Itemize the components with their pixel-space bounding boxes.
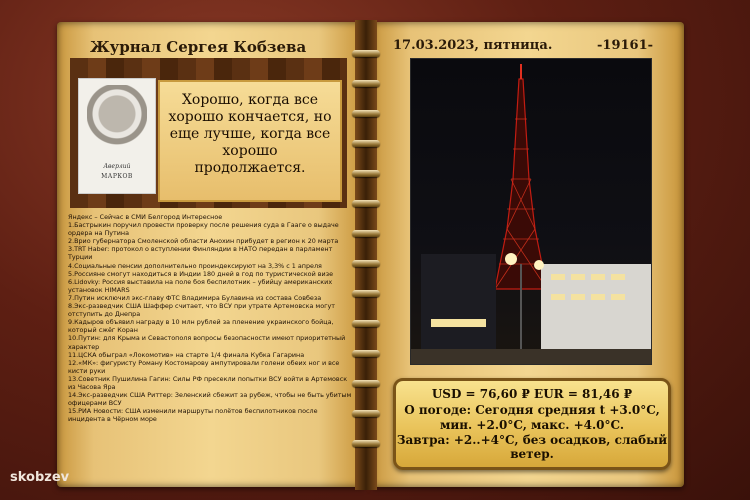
author-portrait xyxy=(78,78,156,194)
binder-ring xyxy=(352,80,380,87)
binder-ring xyxy=(352,290,380,297)
binder-ring xyxy=(352,440,380,447)
news-list xyxy=(68,213,353,423)
news-item: 13.Советник Пушилина Гагин: Силы РФ пресекли попытки ВСУ войти в Артемовск из Часова Яра xyxy=(68,374,348,391)
quote-text: Хорошо, когда все хорошо кончается, но еще лучше, когда все хорошо продолжается. xyxy=(168,92,332,176)
news-item: 9.Кадыров объявил награду в 10 млн рублей за пленение украинского бойца, который сжёг Коран xyxy=(68,318,334,335)
news-item: 3.TRT Haber: протокол о вступлении Финляндии в НАТО передан в парламент Турции xyxy=(68,245,333,262)
binder-ring xyxy=(352,410,380,417)
binder-ring xyxy=(352,110,380,117)
binder-ring xyxy=(352,170,380,177)
info-panel xyxy=(393,378,671,470)
weather-today: О погоде: Сегодня средняя t +3.0°C, xyxy=(404,403,660,417)
news-item: 6.Lidovky: Россия выставила на поле боя беспилотник – убийцу американских установок HIMARS xyxy=(68,277,333,294)
binder-ring xyxy=(352,140,380,147)
binder-ring xyxy=(352,350,380,357)
binder-ring xyxy=(352,230,380,237)
binder-ring xyxy=(352,380,380,387)
book-spine xyxy=(355,20,377,490)
weather-tomorrow: Завтра: +2..+4°C, без осадков, слабый xyxy=(396,433,668,447)
portrait-image xyxy=(87,85,147,161)
binder-ring xyxy=(352,260,380,267)
weather-minmax: мин. +2.0°C, макс. +4.0°C. xyxy=(439,418,625,432)
news-item: 10.Путин: для Крыма и Севастополя вопросы безопасности имеют приоритетный характер xyxy=(68,334,346,351)
news-item: 7.Путин исключил экс-главу ФТС Владимира Булавина из состава Совбеза xyxy=(68,293,322,302)
news-item: 11.ЦСКА обыграл «Локомотив» на старте 1/4 финала Кубка Гагарина xyxy=(68,350,305,359)
currency-rates: USD = 76,60 ₽ EUR = 81,46 ₽ xyxy=(431,387,633,401)
news-item: Яндекс – Сейчас в СМИ Белгород Интересное xyxy=(68,213,223,221)
news-item: 14.Экс-разведчик США Риттер: Зеленский сбежит за рубеж, чтобы не быть убитым офицерами ВСУ xyxy=(68,391,352,408)
watermark: skobzev xyxy=(10,470,70,485)
portrait-caption-surname: МАРКОВ xyxy=(101,173,133,180)
news-item: 4.Социальные пенсии дополнительно проиндексируют на 3,3% с 1 апреля xyxy=(68,261,322,270)
binder-ring xyxy=(352,200,380,207)
news-item: 15.РИА Новости: США изменили маршруты полётов беспилотников после инцидента в Чёрном море xyxy=(68,407,318,424)
binder-ring xyxy=(352,50,380,57)
quote-box xyxy=(158,80,342,202)
binder-ring xyxy=(352,320,380,327)
news-item: 1.Бастрыкин поручил провести проверку после решения суда в Гааге о выдаче ордера на Путина xyxy=(68,221,339,238)
night-tower-photo xyxy=(410,58,652,365)
journal-title: Журнал Сергея Кобзева xyxy=(90,38,307,56)
portrait-caption-name: Аверлий xyxy=(103,163,131,170)
issue-number: -19161- xyxy=(597,38,654,53)
weather-tomorrow-cont: ветер. xyxy=(510,447,554,461)
news-item: 12.«МК»: фигуристу Роману Костомарову ампутировали голени обеих ног и все кисти руки xyxy=(68,358,340,375)
tv-tower-illustration xyxy=(411,59,651,364)
news-item: 5.Россияне смогут находиться в Индии 180 дней в год по туристической визе xyxy=(68,269,334,278)
news-item: 8.Экс-разведчик США Шаффер считает, что ВСУ при утрате Артемовска могут отступить до Днепра xyxy=(68,302,336,319)
news-item: 2.Врио губернатора Смоленской области Анохин прибудет в регион к 20 марта xyxy=(68,237,339,246)
journal-date: 17.03.2023, пятница. xyxy=(393,38,553,53)
